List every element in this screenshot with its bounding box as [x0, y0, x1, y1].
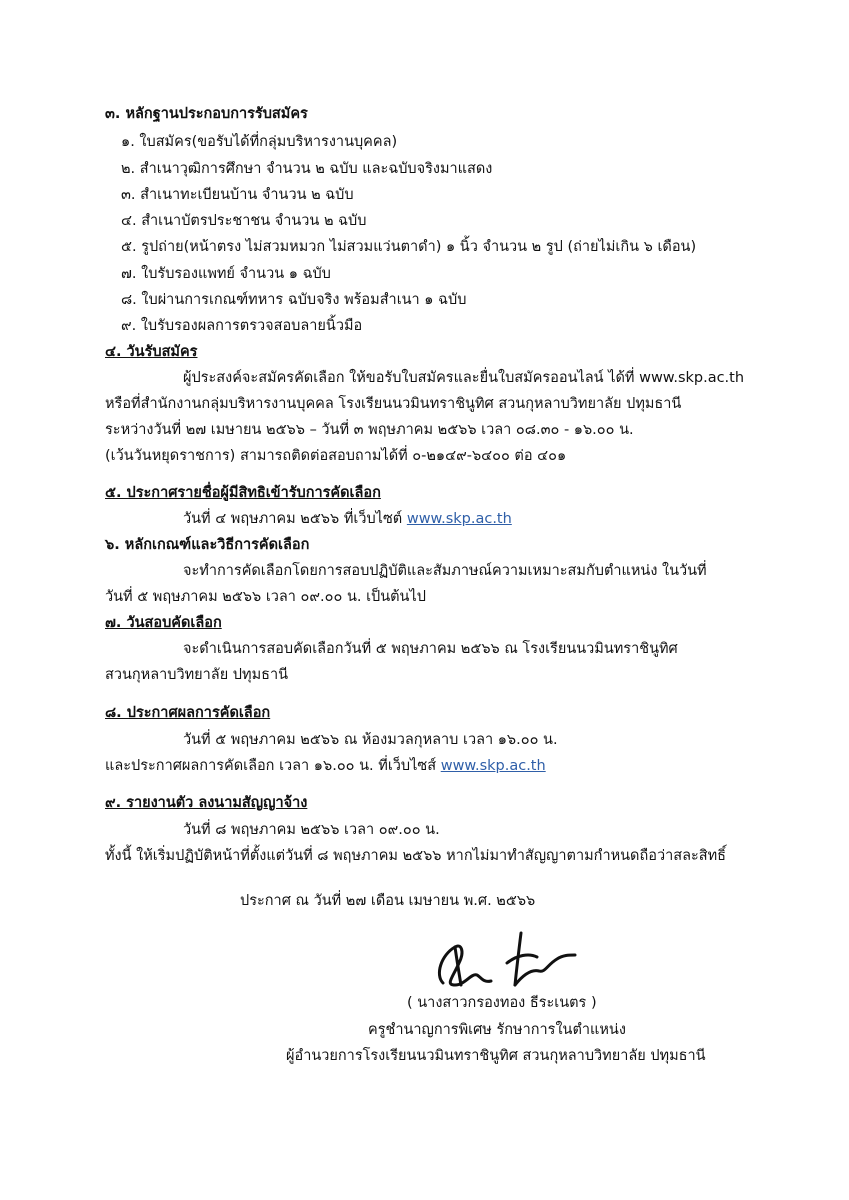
s6-line-1: จะทำการคัดเลือกโดยการสอบปฏิบัติและสัมภาษณ์ความเหมาะสมกับตำแหน่ง ในวันที่: [183, 563, 707, 579]
signer-name: ( นางสาวกรองทอง ธีระเนตร ): [407, 995, 597, 1011]
section-4-heading: ๔. วันรับสมัคร: [105, 344, 198, 360]
section-3-heading: ๓. หลักฐานประกอบการรับสมัคร: [105, 106, 308, 122]
s3-item-5: ๕. รูปถ่าย(หน้าตรง ไม่สวมหมวก ไม่สวมแว่นตาดำ) ๑ นิ้ว จำนวน ๒ รูป (ถ่ายไม่เกิน ๖ เดือน): [121, 239, 697, 255]
website-link[interactable]: www.skp.ac.th: [406, 511, 512, 527]
section-5-heading: ๕. ประกาศรายชื่อผู้มีสิทธิเข้ารับการคัดเลือก: [105, 485, 381, 501]
signer-position: ครูชำนาญการพิเศษ รักษาการในตำแหน่ง: [368, 1022, 626, 1038]
handwritten-signature: [425, 925, 585, 995]
section-8-heading: ๘. ประกาศผลการคัดเลือก: [105, 705, 271, 721]
s3-item-6: ๗. ใบรับรองแพทย์ จำนวน ๑ ฉบับ: [121, 266, 331, 282]
s8-line-2: [105, 756, 546, 776]
s8-line-1: วันที่ ๕ พฤษภาคม ๒๕๖๖ ณ ห้องมวลกุหลาบ เวลา ๑๖.๐๐ น.: [183, 732, 558, 748]
s4-line-4: (เว้นวันหยุดราชการ) สามารถติดต่อสอบถามได้ที่ ๐-๒๑๔๙-๖๔๐๐ ต่อ ๔๐๑: [105, 448, 567, 464]
s9-line-2: ทั้งนี้ ให้เริ่มปฏิบัติหน้าที่ตั้งแต่วันที่ ๘ พฤษภาคม ๒๕๖๖ หากไม่มาทำสัญญาตามกำหนดถือว่าสละสิทธิ์: [105, 848, 727, 864]
section-6-heading: ๖. หลักเกณฑ์และวิธีการคัดเลือก: [105, 537, 310, 553]
s4-line-1: ผู้ประสงค์จะสมัครคัดเลือก ให้ขอรับใบสมัครและยื่นใบสมัครออนไลน์ ได้ที่ www.skp.ac.th: [183, 370, 745, 386]
website-link-2[interactable]: www.skp.ac.th: [440, 758, 546, 774]
announcement-date: ประกาศ ณ วันที่ ๒๗ เดือน เมษายน พ.ศ. ๒๕๖๖: [240, 893, 536, 909]
s8-line-2-text: และประกาศผลการคัดเลือก เวลา ๑๖.๐๐ น. ที่เว็บไซส์: [105, 758, 441, 774]
s3-item-1: ๑. ใบสมัคร(ขอรับได้ที่กลุ่มบริหารงานบุคคล): [121, 134, 398, 150]
s4-line-3: ระหว่างวันที่ ๒๗ เมษายน ๒๕๖๖ – วันที่ ๓ พฤษภาคม ๒๕๖๖ เวลา ๐๘.๓๐ - ๑๖.๐๐ น.: [105, 422, 634, 438]
signer-title: ผู้อำนวยการโรงเรียนนวมินทราชินูทิศ สวนกุหลาบวิทยาลัย ปทุมธานี: [286, 1048, 706, 1064]
s3-item-7: ๘. ใบผ่านการเกณฑ์ทหาร ฉบับจริง พร้อมสำเนา ๑ ฉบับ: [121, 292, 467, 308]
section-9-heading: ๙. รายงานตัว ลงนามสัญญาจ้าง: [105, 795, 308, 811]
s7-line-2: สวนกุหลาบวิทยาลัย ปทุมธานี: [105, 667, 289, 683]
s9-line-1: วันที่ ๘ พฤษภาคม ๒๕๖๖ เวลา ๐๙.๐๐ น.: [183, 822, 440, 838]
section-7-heading: ๗. วันสอบคัดเลือก: [105, 615, 222, 631]
s7-line-1: จะดำเนินการสอบคัดเลือกวันที่ ๕ พฤษภาคม ๒๕๖๖ ณ โรงเรียนนวมินทราชินูทิศ: [183, 641, 678, 657]
s3-item-3: ๓. สำเนาทะเบียนบ้าน จำนวน ๒ ฉบับ: [121, 187, 354, 203]
s3-item-2: ๒. สำเนาวุฒิการศึกษา จำนวน ๒ ฉบับ และฉบับจริงมาแสดง: [121, 161, 493, 177]
s3-item-8: ๙. ใบรับรองผลการตรวจสอบลายนิ้วมือ: [121, 318, 363, 334]
s3-item-4: ๔. สำเนาบัตรประชาชน จำนวน ๒ ฉบับ: [121, 213, 367, 229]
s6-line-2: วันที่ ๕ พฤษภาคม ๒๕๖๖ เวลา ๐๙.๐๐ น. เป็นต้นไป: [105, 589, 426, 605]
s5-line-text: วันที่ ๔ พฤษภาคม ๒๕๖๖ ที่เว็บไซต์: [183, 511, 407, 527]
s4-line-2: หรือที่สำนักงานกลุ่มบริหารงานบุคคล โรงเรียนนวมินทราชินูทิศ สวนกุหลาบวิทยาลัย ปทุมธานี: [105, 396, 682, 412]
s5-line: [183, 509, 512, 529]
